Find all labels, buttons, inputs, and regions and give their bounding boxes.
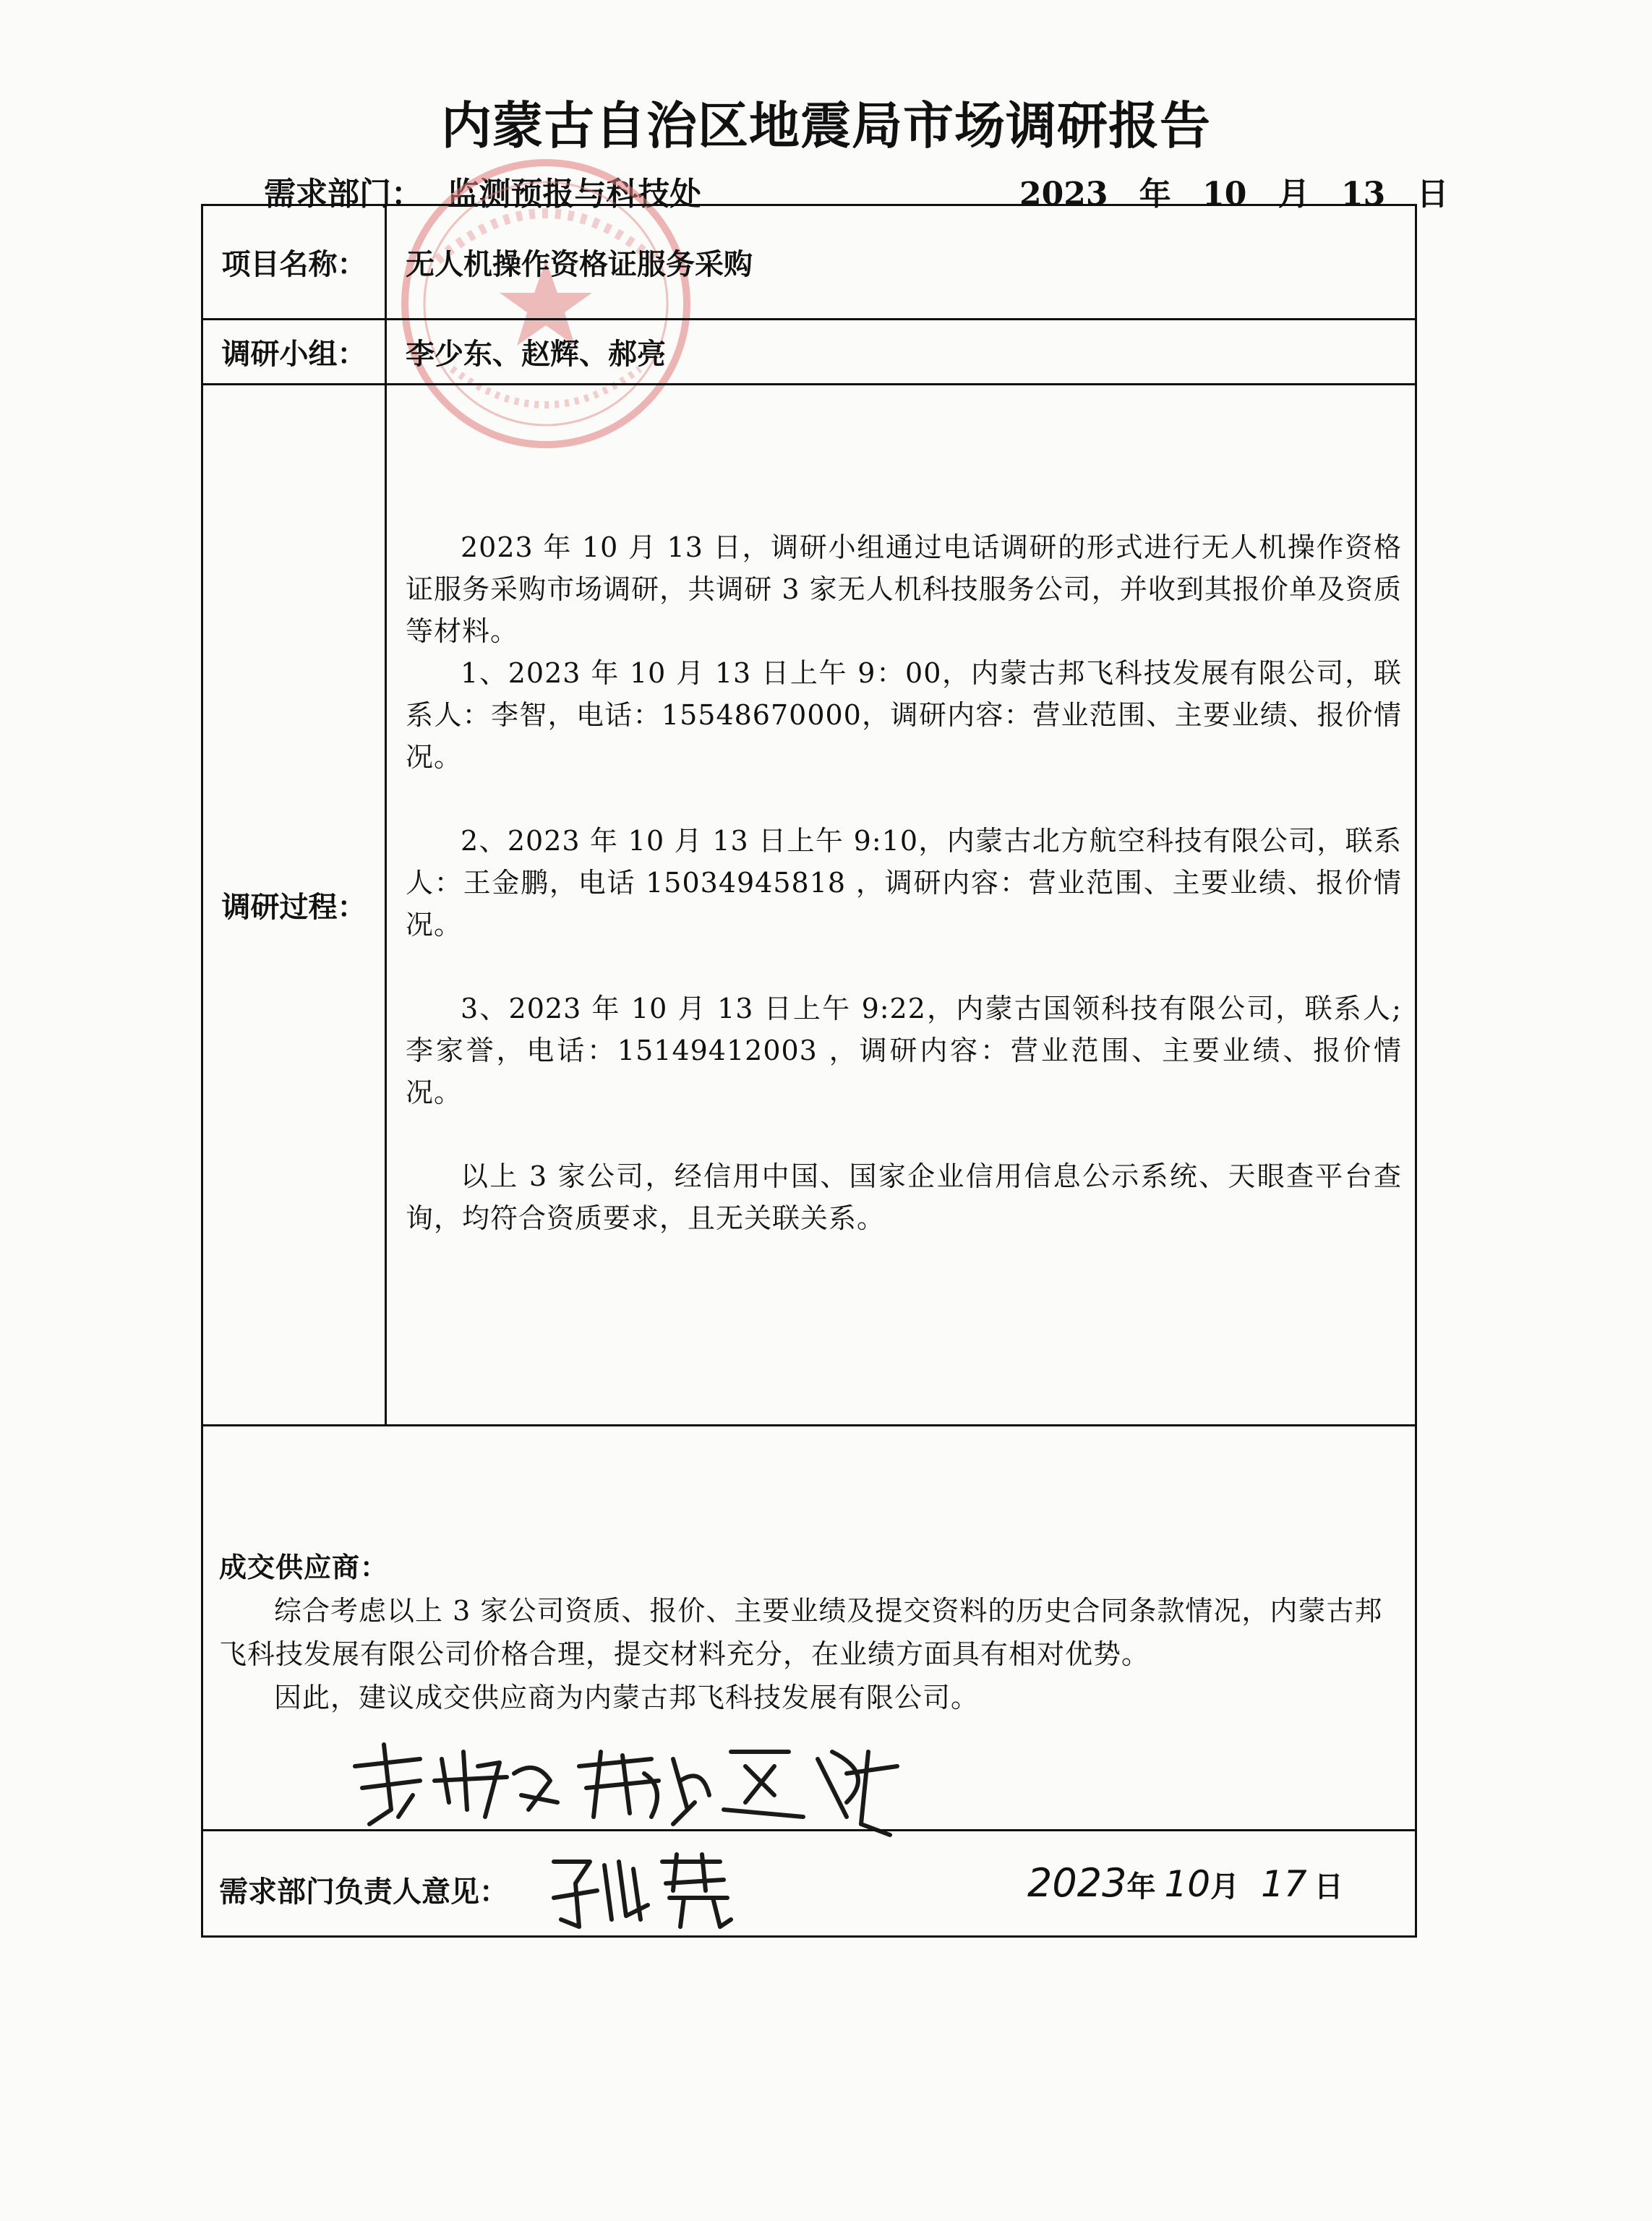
decision-paragraph: 综合考虑以上 3 家公司资质、报价、主要业绩及提交资料的历史合同条款情况，内蒙古邦飞科技发展有限公司价格合理，提交材料充分，在业绩方面具有相对优势。: [219, 1595, 1383, 1670]
opinion-date-year-unit: 年: [1126, 1870, 1156, 1904]
project-name-row: [203, 206, 1415, 318]
project-name-label: 项目名称：: [203, 206, 387, 318]
opinion-date-month-unit: 月: [1210, 1870, 1240, 1904]
department-opinion-label: 需求部门负责人意见：: [219, 1875, 508, 1909]
project-name-value: 无人机操作资格证服务采购: [406, 248, 753, 281]
date-year: 2023: [1019, 176, 1108, 213]
selected-supplier-content: [219, 1546, 1398, 1719]
process-paragraph: 1、2023 年 10 月 13 日上午 9：00，内蒙古邦飞科技发展有限公司，联系人：李智，电话：15548670000，调研内容：营业范围、主要业绩、报价情况。: [406, 657, 1402, 773]
page-title: 内蒙古自治区地震局市场调研报告: [441, 96, 1211, 155]
process-paragraph: 以上 3 家公司，经信用中国、国家企业信用信息公示系统、天眼查平台查询，均符合资质要求，且无关联关系。: [406, 1160, 1402, 1234]
research-process-content: [387, 385, 1415, 1424]
dept-value: 监测预报与科技处: [447, 176, 702, 213]
research-process-label: 调研过程：: [203, 385, 387, 1424]
decision-paragraph: 因此，建议成交供应商为内蒙古邦飞科技发展有限公司。: [274, 1682, 980, 1713]
research-team-row: [203, 318, 1415, 383]
team-signatures: [341, 1730, 919, 1839]
department-opinion-row: [203, 1829, 1415, 1935]
process-paragraph: 2023 年 10 月 13 日，调研小组通过电话调研的形式进行无人机操作资格证服务采购市场调研，共调研 3 家无人机科技服务公司，并收到其报价单及资质等材料。: [406, 531, 1402, 647]
date-month-unit: 月: [1277, 176, 1310, 213]
report-form-table: [201, 204, 1417, 1938]
research-team-label: 调研小组：: [203, 320, 387, 383]
opinion-date-month: 10: [1164, 1863, 1211, 1905]
research-process-row: [203, 383, 1415, 1424]
date-year-unit: 年: [1139, 176, 1171, 213]
date-month: 10: [1202, 176, 1247, 213]
research-team-value: 李少东、赵辉、郝亮: [406, 338, 666, 371]
opinion-date-day: 17: [1261, 1863, 1307, 1905]
selected-supplier-label: 成交供应商：: [219, 1552, 389, 1583]
leader-signature: [547, 1847, 742, 1934]
selected-supplier-row: [203, 1424, 1415, 1829]
dept-label: 需求部门：: [264, 176, 423, 213]
date-day-unit: 日: [1416, 176, 1449, 213]
opinion-date-year: 2023: [1027, 1860, 1127, 1906]
opinion-date: [1027, 1860, 1343, 1906]
process-paragraph: 2、2023 年 10 月 13 日上午 9:10，内蒙古北方航空科技有限公司，联系人：王金鹏，电话 15034945818 ，调研内容：营业范围、主要业绩、报价情况。: [406, 825, 1402, 941]
process-paragraph: 3、2023 年 10 月 13 日上午 9:22，内蒙古国领科技有限公司，联系人;李家誉，电话：15149412003 ，调研内容：营业范围、主要业绩、报价情况。: [406, 993, 1402, 1108]
date-day: 13: [1341, 176, 1386, 213]
opinion-date-day-unit: 日: [1314, 1870, 1343, 1904]
